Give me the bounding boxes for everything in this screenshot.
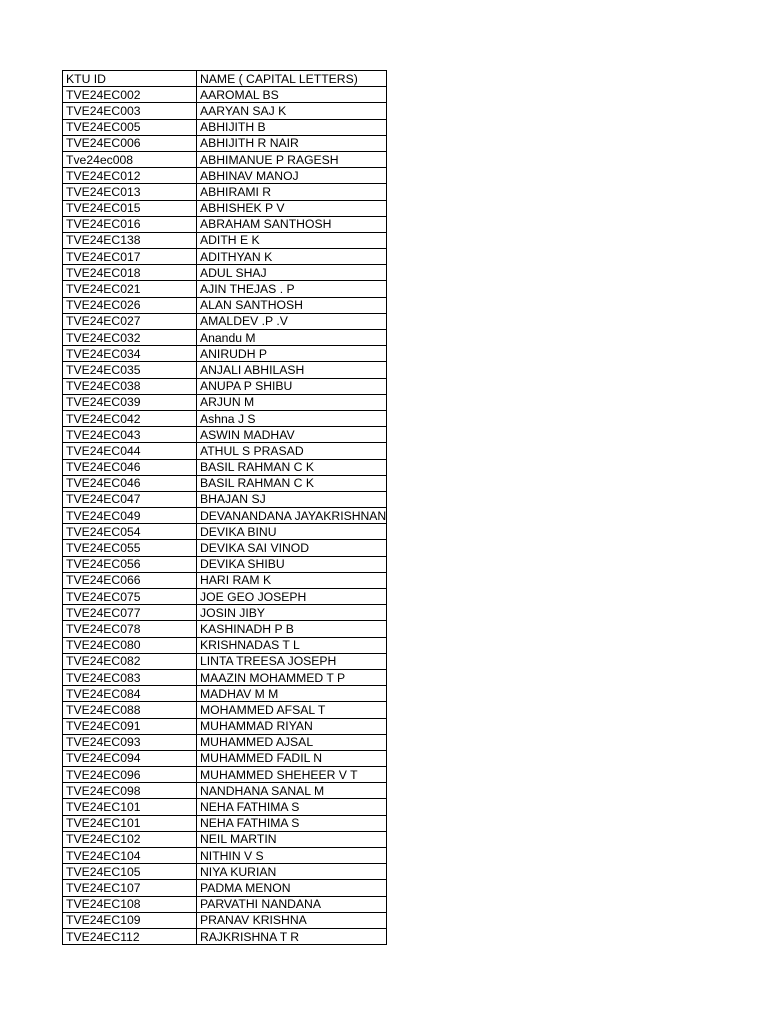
table-row bbox=[63, 750, 387, 766]
ktu-id-cell: TVE24EC026 bbox=[63, 297, 197, 313]
table-row bbox=[63, 200, 387, 216]
student-name-cell: ABHIJITH R NAIR bbox=[197, 135, 387, 151]
table-row bbox=[63, 508, 387, 524]
table-row bbox=[63, 362, 387, 378]
student-name-cell: NEHA FATHIMA S bbox=[197, 799, 387, 815]
ktu-id-cell: TVE24EC042 bbox=[63, 410, 197, 426]
student-name-cell: MUHAMMED SHEHEER V T bbox=[197, 767, 387, 783]
ktu-id-cell: TVE24EC088 bbox=[63, 702, 197, 718]
ktu-id-cell: TVE24EC035 bbox=[63, 362, 197, 378]
student-name-cell: MUHAMMAD RIYAN bbox=[197, 718, 387, 734]
student-name-cell: JOSIN JIBY bbox=[197, 605, 387, 621]
student-name-cell: ABHIJITH B bbox=[197, 119, 387, 135]
table-row bbox=[63, 540, 387, 556]
header-ktu-id: KTU ID bbox=[63, 71, 197, 87]
table-row bbox=[63, 653, 387, 669]
student-name-cell: ANUPA P SHIBU bbox=[197, 378, 387, 394]
table-row bbox=[63, 151, 387, 167]
ktu-id-cell: TVE24EC032 bbox=[63, 330, 197, 346]
student-name-cell: BASIL RAHMAN C K bbox=[197, 475, 387, 491]
student-name-cell: ABRAHAM SANTHOSH bbox=[197, 216, 387, 232]
ktu-id-cell: TVE24EC055 bbox=[63, 540, 197, 556]
ktu-id-cell: TVE24EC016 bbox=[63, 216, 197, 232]
table-row bbox=[63, 621, 387, 637]
student-name-cell: NITHIN V S bbox=[197, 848, 387, 864]
table-row bbox=[63, 767, 387, 783]
student-name-cell: PARVATHI NANDANA bbox=[197, 896, 387, 912]
table-row bbox=[63, 718, 387, 734]
table-row bbox=[63, 524, 387, 540]
table-row bbox=[63, 928, 387, 944]
ktu-id-cell: TVE24EC075 bbox=[63, 589, 197, 605]
ktu-id-cell: TVE24EC078 bbox=[63, 621, 197, 637]
ktu-id-cell: TVE24EC038 bbox=[63, 378, 197, 394]
ktu-id-cell: TVE24EC002 bbox=[63, 87, 197, 103]
table-row bbox=[63, 637, 387, 653]
student-name-cell: ABHINAV MANOJ bbox=[197, 168, 387, 184]
student-name-cell: ATHUL S PRASAD bbox=[197, 443, 387, 459]
student-name-cell: ANIRUDH P bbox=[197, 346, 387, 362]
student-name-cell: NEHA FATHIMA S bbox=[197, 815, 387, 831]
ktu-id-cell: TVE24EC049 bbox=[63, 508, 197, 524]
student-name-cell: NIYA KURIAN bbox=[197, 864, 387, 880]
student-name-cell: ASWIN MADHAV bbox=[197, 427, 387, 443]
table-row bbox=[63, 589, 387, 605]
ktu-id-cell: TVE24EC017 bbox=[63, 249, 197, 265]
ktu-id-cell: TVE24EC098 bbox=[63, 783, 197, 799]
student-name-cell: KRISHNADAS T L bbox=[197, 637, 387, 653]
student-name-cell: BHAJAN SJ bbox=[197, 491, 387, 507]
student-name-cell: ABHIRAMI R bbox=[197, 184, 387, 200]
student-name-cell: NEIL MARTIN bbox=[197, 831, 387, 847]
table-row bbox=[63, 281, 387, 297]
table-row bbox=[63, 686, 387, 702]
ktu-id-cell: TVE24EC107 bbox=[63, 880, 197, 896]
student-name-cell: DEVIKA SHIBU bbox=[197, 556, 387, 572]
ktu-id-cell: TVE24EC046 bbox=[63, 459, 197, 475]
table-row bbox=[63, 702, 387, 718]
ktu-id-cell: TVE24EC091 bbox=[63, 718, 197, 734]
student-name-cell: ALAN SANTHOSH bbox=[197, 297, 387, 313]
table-row bbox=[63, 119, 387, 135]
student-list-table bbox=[62, 70, 387, 945]
ktu-id-cell: TVE24EC138 bbox=[63, 232, 197, 248]
table-row bbox=[63, 734, 387, 750]
table-row bbox=[63, 265, 387, 281]
student-name-cell: MADHAV M M bbox=[197, 686, 387, 702]
ktu-id-cell: TVE24EC043 bbox=[63, 427, 197, 443]
ktu-id-cell: TVE24EC046 bbox=[63, 475, 197, 491]
table-row bbox=[63, 443, 387, 459]
ktu-id-cell: TVE24EC101 bbox=[63, 799, 197, 815]
ktu-id-cell: TVE24EC112 bbox=[63, 928, 197, 944]
ktu-id-cell: TVE24EC021 bbox=[63, 281, 197, 297]
ktu-id-cell: TVE24EC109 bbox=[63, 912, 197, 928]
ktu-id-cell: TVE24EC066 bbox=[63, 572, 197, 588]
table-row bbox=[63, 184, 387, 200]
ktu-id-cell: TVE24EC012 bbox=[63, 168, 197, 184]
ktu-id-cell: TVE24EC104 bbox=[63, 848, 197, 864]
ktu-id-cell: TVE24EC102 bbox=[63, 831, 197, 847]
ktu-id-cell: TVE24EC093 bbox=[63, 734, 197, 750]
table-row bbox=[63, 427, 387, 443]
student-name-cell: LINTA TREESA JOSEPH bbox=[197, 653, 387, 669]
table-row bbox=[63, 799, 387, 815]
student-name-cell: DEVIKA SAI VINOD bbox=[197, 540, 387, 556]
student-name-cell: Ashna J S bbox=[197, 410, 387, 426]
ktu-id-cell: TVE24EC056 bbox=[63, 556, 197, 572]
table-row bbox=[63, 459, 387, 475]
table-row bbox=[63, 848, 387, 864]
table-row bbox=[63, 815, 387, 831]
ktu-id-cell: TVE24EC080 bbox=[63, 637, 197, 653]
table-row bbox=[63, 394, 387, 410]
student-name-cell: PADMA MENON bbox=[197, 880, 387, 896]
table-row bbox=[63, 556, 387, 572]
student-name-cell: Anandu M bbox=[197, 330, 387, 346]
student-name-cell: PRANAV KRISHNA bbox=[197, 912, 387, 928]
ktu-id-cell: TVE24EC006 bbox=[63, 135, 197, 151]
table-row bbox=[63, 297, 387, 313]
table-row bbox=[63, 912, 387, 928]
ktu-id-cell: TVE24EC047 bbox=[63, 491, 197, 507]
table-row bbox=[63, 249, 387, 265]
table-row bbox=[63, 346, 387, 362]
table-row bbox=[63, 103, 387, 119]
student-name-cell: DEVANANDANA JAYAKRISHNAN bbox=[197, 508, 387, 524]
table-row bbox=[63, 87, 387, 103]
table-row bbox=[63, 378, 387, 394]
student-name-cell: ADITH E K bbox=[197, 232, 387, 248]
student-name-cell: MUHAMMED AJSAL bbox=[197, 734, 387, 750]
student-name-cell: ANJALI ABHILASH bbox=[197, 362, 387, 378]
student-name-cell: AARYAN SAJ K bbox=[197, 103, 387, 119]
ktu-id-cell: Tve24ec008 bbox=[63, 151, 197, 167]
student-name-cell: KASHINADH P B bbox=[197, 621, 387, 637]
table-row bbox=[63, 880, 387, 896]
ktu-id-cell: TVE24EC105 bbox=[63, 864, 197, 880]
table-row bbox=[63, 475, 387, 491]
ktu-id-cell: TVE24EC108 bbox=[63, 896, 197, 912]
ktu-id-cell: TVE24EC077 bbox=[63, 605, 197, 621]
ktu-id-cell: TVE24EC084 bbox=[63, 686, 197, 702]
ktu-id-cell: TVE24EC039 bbox=[63, 394, 197, 410]
student-name-cell: ABHIMANUE P RAGESH bbox=[197, 151, 387, 167]
table-row bbox=[63, 168, 387, 184]
ktu-id-cell: TVE24EC005 bbox=[63, 119, 197, 135]
ktu-id-cell: TVE24EC013 bbox=[63, 184, 197, 200]
student-name-cell: MOHAMMED AFSAL T bbox=[197, 702, 387, 718]
ktu-id-cell: TVE24EC083 bbox=[63, 669, 197, 685]
ktu-id-cell: TVE24EC015 bbox=[63, 200, 197, 216]
student-name-cell: NANDHANA SANAL M bbox=[197, 783, 387, 799]
table-body bbox=[63, 71, 387, 945]
student-name-cell: MAAZIN MOHAMMED T P bbox=[197, 669, 387, 685]
student-name-cell: MUHAMMED FADIL N bbox=[197, 750, 387, 766]
ktu-id-cell: TVE24EC082 bbox=[63, 653, 197, 669]
student-name-cell: ABHISHEK P V bbox=[197, 200, 387, 216]
table-header-row bbox=[63, 71, 387, 87]
header-name: NAME ( CAPITAL LETTERS) bbox=[197, 71, 387, 87]
table-row bbox=[63, 232, 387, 248]
table-row bbox=[63, 896, 387, 912]
ktu-id-cell: TVE24EC003 bbox=[63, 103, 197, 119]
student-name-cell: ARJUN M bbox=[197, 394, 387, 410]
student-name-cell: JOE GEO JOSEPH bbox=[197, 589, 387, 605]
table-row bbox=[63, 410, 387, 426]
student-name-cell: BASIL RAHMAN C K bbox=[197, 459, 387, 475]
table-row bbox=[63, 491, 387, 507]
table-row bbox=[63, 669, 387, 685]
student-name-cell: RAJKRISHNA T R bbox=[197, 928, 387, 944]
student-name-cell: AAROMAL BS bbox=[197, 87, 387, 103]
student-name-cell: AJIN THEJAS . P bbox=[197, 281, 387, 297]
table-row bbox=[63, 313, 387, 329]
student-name-cell: HARI RAM K bbox=[197, 572, 387, 588]
ktu-id-cell: TVE24EC027 bbox=[63, 313, 197, 329]
table-row bbox=[63, 330, 387, 346]
student-name-cell: AMALDEV .P .V bbox=[197, 313, 387, 329]
table-row bbox=[63, 572, 387, 588]
table-row bbox=[63, 783, 387, 799]
ktu-id-cell: TVE24EC018 bbox=[63, 265, 197, 281]
ktu-id-cell: TVE24EC096 bbox=[63, 767, 197, 783]
ktu-id-cell: TVE24EC044 bbox=[63, 443, 197, 459]
ktu-id-cell: TVE24EC101 bbox=[63, 815, 197, 831]
student-name-cell: DEVIKA BINU bbox=[197, 524, 387, 540]
table-row bbox=[63, 216, 387, 232]
student-name-cell: ADUL SHAJ bbox=[197, 265, 387, 281]
student-name-cell: ADITHYAN K bbox=[197, 249, 387, 265]
table-row bbox=[63, 864, 387, 880]
table-row bbox=[63, 605, 387, 621]
ktu-id-cell: TVE24EC094 bbox=[63, 750, 197, 766]
table-row bbox=[63, 831, 387, 847]
table-row bbox=[63, 135, 387, 151]
ktu-id-cell: TVE24EC054 bbox=[63, 524, 197, 540]
ktu-id-cell: TVE24EC034 bbox=[63, 346, 197, 362]
